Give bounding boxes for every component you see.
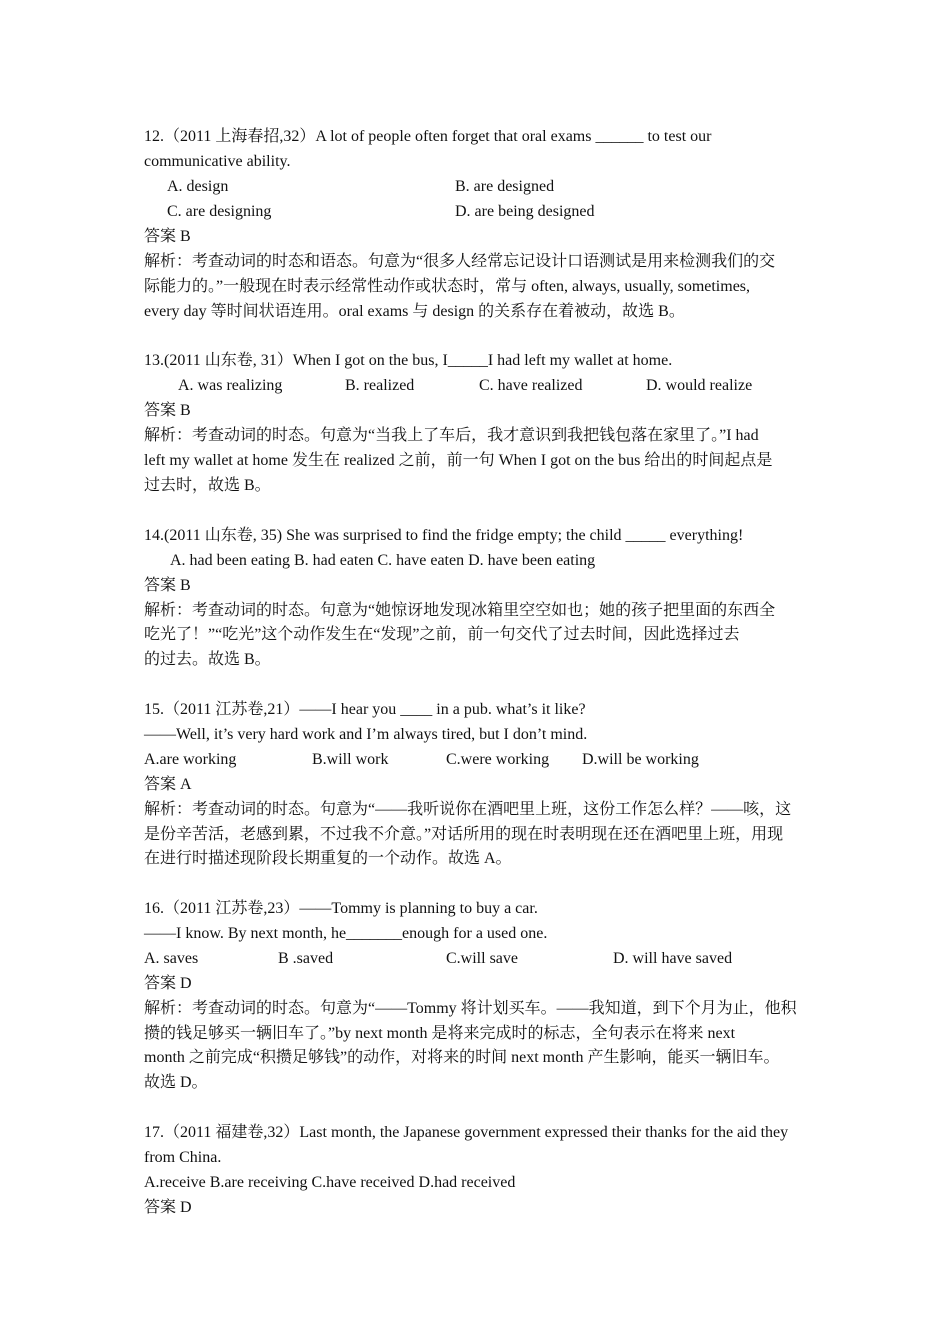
q12-option-b: B. are designed [455, 178, 555, 195]
q15-stem-line-1: 15.（2011 江苏卷,21）——I hear you ____ in a pub. what’s it like? [144, 701, 586, 718]
q12-option-c: C. are designing [167, 203, 272, 220]
q14-options: A. had been eating B. had eaten C. have eaten D. have been eating [170, 552, 596, 569]
q16-analysis-line-3: month 之前完成“积攒足够钱”的动作，对将来的时间 next month 产生影响，能买一辆旧车。 [144, 1049, 780, 1066]
q12-option-d: D. are being designed [455, 203, 595, 220]
q16-stem-line-1: 16.（2011 江苏卷,23）——Tommy is planning to buy a car. [144, 900, 538, 917]
q15-analysis-line-3: 在进行时描述现阶段长期重复的一个动作。故选 A。 [144, 850, 512, 867]
q13-stem-line-1: 13.(2011 山东卷, 31）When I got on the bus, I_____I had left my wallet at home. [144, 352, 673, 369]
q15-option-d: D.will be working [582, 751, 699, 768]
q16-analysis-line-4: 故选 D。 [144, 1074, 208, 1091]
q15-analysis-line-2: 是份辛苦活，老感到累，不过我不介意。”对话所用的现在时表明现在还在酒吧里上班，用现 [144, 826, 784, 843]
q14-answer: 答案 B [144, 577, 191, 594]
q13-analysis-line-3: 过去时，故选 B。 [144, 477, 271, 494]
q17-stem-line-2: from China. [144, 1149, 222, 1166]
q13-option-a: A. was realizing [178, 377, 283, 394]
q14-analysis-line-2: 吃光了！”“吃光”这个动作发生在“发现”之前，前一句交代了过去时间，因此选择过去 [144, 626, 740, 643]
q15-option-a: A.are working [144, 751, 237, 768]
q12-analysis-line-1: 解析：考查动词的时态和语态。句意为“很多人经常忘记设计口语测试是用来检测我们的交 [144, 253, 776, 270]
q13-option-c: C. have realized [479, 377, 583, 394]
q16-option-a: A. saves [144, 950, 199, 967]
q15-option-b: B.will work [312, 751, 389, 768]
q15-stem-line-2: ——Well, it’s very hard work and I’m always tired, but I don’t mind. [144, 726, 588, 743]
q16-option-b: B .saved [278, 950, 334, 967]
q16-analysis-line-1: 解析：考查动词的时态。句意为“——Tommy 将计划买车。——我知道，到下个月为止，他积 [144, 1000, 797, 1017]
q12-stem-line-1: 12.（2011 上海春招,32）A lot of people often forget that oral exams ______ to test our [144, 128, 712, 145]
q17-stem-line-1: 17.（2011 福建卷,32）Last month, the Japanese government expressed their thanks for the aid they [144, 1124, 789, 1141]
q12-analysis-line-3: every day 等时间状语连用。oral exams 与 design 的关系存在着被动，故选 B。 [144, 303, 685, 320]
q14-stem-line-1: 14.(2011 山东卷, 35) She was surprised to find the fridge empty; the child _____ everything! [144, 527, 744, 544]
q13-option-b: B. realized [345, 377, 415, 394]
q16-stem-line-2: ——I know. By next month, he_______enough for a used one. [144, 925, 548, 942]
q13-answer: 答案 B [144, 402, 191, 419]
q17-options: A.receive B.are receiving C.have received D.had received [144, 1174, 516, 1191]
q12-answer: 答案 B [144, 228, 191, 245]
q16-answer: 答案 D [144, 975, 192, 992]
q14-analysis-line-3: 的过去。故选 B。 [144, 651, 271, 668]
q12-option-a: A. design [167, 178, 229, 195]
q16-option-c: C.will save [446, 950, 518, 967]
q13-option-d: D. would realize [646, 377, 753, 394]
q14-analysis-line-1: 解析：考查动词的时态。句意为“她惊讶地发现冰箱里空空如也；她的孩子把里面的东西全 [144, 602, 776, 619]
q12-stem-line-2: communicative ability. [144, 153, 291, 170]
q15-answer: 答案 A [144, 776, 192, 793]
q16-option-d: D. will have saved [613, 950, 733, 967]
q17-answer: 答案 D [144, 1199, 192, 1216]
q12-analysis-line-2: 际能力的。”一般现在时表示经常性动作或状态时，常与 often, always, usually, sometimes, [144, 278, 751, 295]
q13-analysis-line-2: left my wallet at home 发生在 realized 之前，前一句 When I got on the bus 给出的时间起点是 [144, 452, 773, 469]
q13-analysis-line-1: 解析：考查动词的时态。句意为“当我上了车后，我才意识到我把钱包落在家里了。”I had [144, 427, 759, 444]
q16-analysis-line-2: 攒的钱足够买一辆旧车了。”by next month 是将来完成时的标志，全句表示在将来 next [144, 1025, 736, 1042]
q15-analysis-line-1: 解析：考查动词的时态。句意为“——我听说你在酒吧里上班，这份工作怎么样？——咳，这 [144, 801, 792, 818]
q15-option-c: C.were working [446, 751, 550, 768]
